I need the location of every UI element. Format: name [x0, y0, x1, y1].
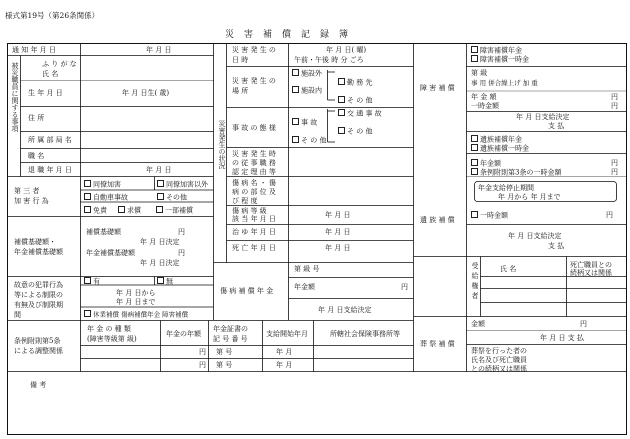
- third-party-label-2: 加 害 行 為: [14, 197, 49, 205]
- opt-traffic-label: 交 通 事 故: [347, 109, 382, 118]
- opt-non-colleague-label: 同僚加害以外: [166, 180, 208, 189]
- funeral-pay-date: 年 月 日 支 払: [540, 334, 584, 342]
- crime-label: 故意の犯罪行為: [14, 281, 63, 289]
- injury-pension-yen: 円: [401, 283, 408, 291]
- form-number: 様式第19号（第26条関係）: [5, 11, 100, 20]
- dob-value: 年 月 日生( 歳): [122, 89, 170, 97]
- dis-grade: 第 級: [471, 69, 488, 77]
- form-title: 災害補償記録簿: [225, 30, 359, 40]
- opt-inside[interactable]: [292, 86, 322, 96]
- grade-label-2: 該 当 年 月 日: [232, 215, 276, 223]
- opt-non-colleague[interactable]: [157, 180, 208, 190]
- no-1: 第 号: [216, 348, 233, 356]
- opt-dis-lump[interactable]: [471, 55, 529, 65]
- pension-grade-label: (障害等級第 級): [87, 335, 137, 343]
- opt-inside-label: 施設内: [301, 86, 322, 95]
- survivor-label: 遺 族 補 償: [420, 216, 455, 224]
- yen-2: 円: [199, 361, 206, 369]
- opt-cause-other-label: そ の 他: [301, 136, 327, 145]
- opt-sv-attach-label: 条例附則第3条の一時金額: [480, 168, 562, 177]
- death-label: 死 亡 年 月 日: [232, 244, 276, 252]
- crime-label-2: 等による制限の: [14, 291, 63, 299]
- checkbox-icon: [338, 96, 345, 103]
- checkbox-icon: [338, 127, 345, 134]
- checkbox-icon: [471, 159, 478, 166]
- disability-label: 障 害 補 償: [420, 84, 455, 92]
- crime-opts[interactable]: [84, 310, 188, 320]
- opt-accident-label: 事 故: [301, 118, 318, 127]
- checkbox-icon: [338, 109, 345, 116]
- sv-amt-yen: 円: [611, 159, 618, 167]
- grade-label: 傷 病 等 級: [232, 207, 267, 215]
- pension-annual-label: 年金の年額: [166, 330, 201, 338]
- datetime-value: 年 月 日( 曜): [326, 46, 367, 54]
- sv-period-value: 年 月から 年 月まで: [498, 193, 561, 201]
- opt-accident-other[interactable]: [338, 127, 372, 137]
- opt-place-other[interactable]: [338, 96, 372, 106]
- checkbox-icon: [292, 86, 299, 93]
- notice-date-value: 年 月 日: [146, 46, 172, 54]
- opt-has[interactable]: [84, 277, 100, 287]
- recipient-name-label: 氏 名: [500, 265, 517, 273]
- base-b-label: 年金補償基礎額: [86, 249, 135, 257]
- opt-sv-pension-label: 遺族補償年金: [480, 135, 522, 144]
- checkbox-icon: [471, 46, 478, 53]
- base-a-label: 補償基礎額: [86, 228, 121, 236]
- ym-2: 年 月: [276, 361, 293, 369]
- opt-dis-lump-label: 障害補償一時金: [480, 55, 529, 64]
- funeral-who-label-3: との続柄又は関係: [471, 365, 527, 373]
- opt-partial[interactable]: [156, 206, 193, 216]
- opt-accident-other-label: そ の 他: [347, 127, 373, 136]
- opt-outside[interactable]: [292, 69, 322, 79]
- office-label: 所轄社会保険事務所等: [330, 330, 400, 338]
- checkbox-icon: [471, 144, 478, 151]
- opt-sv-attach[interactable]: [471, 168, 561, 178]
- address-label: 住 所: [28, 114, 45, 122]
- dis-lump-yen: 円: [611, 102, 618, 110]
- dis-items: 事 用 併合繰上げ 加 重: [471, 79, 538, 87]
- furigana-label: ふ り が な: [42, 60, 77, 68]
- checkbox-icon: [157, 277, 164, 284]
- pension-no-label: 年金証書の: [213, 325, 248, 333]
- opt-sv-lump-amt-label: 一時金額: [480, 211, 508, 220]
- checkbox-icon: [471, 168, 478, 175]
- opt-workplace[interactable]: [338, 78, 372, 88]
- sv-pay-label: 支 払: [548, 242, 565, 250]
- opt-partial-label: 一部補償: [165, 206, 193, 215]
- dis-pay-label: 支 払: [548, 122, 565, 130]
- remarks-label: 備 考: [30, 381, 47, 389]
- checkbox-icon: [471, 135, 478, 142]
- recipient-label: 受給権者: [471, 262, 479, 302]
- sv-pay-date: 年 月 日支給決定: [508, 232, 562, 240]
- opt-sv-lump[interactable]: [471, 144, 529, 154]
- dob-label: 生 年 月 日: [28, 89, 63, 97]
- reason-label: 災 害 発 生 時: [232, 150, 276, 158]
- checkbox-icon: [84, 310, 91, 317]
- sv-attach-yen: 円: [611, 168, 618, 176]
- opt-accident[interactable]: [292, 118, 317, 128]
- dis-lump-amt: 一時金額: [471, 102, 499, 110]
- injury-label: 傷 病 名 ・ 傷: [232, 179, 276, 187]
- checkbox-icon: [292, 136, 299, 143]
- datetime-label-2: 日 時: [232, 56, 249, 64]
- pension-no-label-2: 記 号 番 号: [213, 335, 248, 343]
- dis-pension-yen: 円: [611, 93, 618, 101]
- crime-label-4: 間: [14, 311, 21, 319]
- checkbox-icon: [84, 277, 91, 284]
- opt-has-label: 有: [93, 277, 100, 286]
- opt-colleague[interactable]: [84, 180, 121, 190]
- yen-1: 円: [199, 348, 206, 356]
- funeral-who-label: 葬祭を行った者の: [471, 347, 527, 355]
- sv-period-label: 年金支給停止期間: [478, 184, 534, 192]
- dept-label: 所 属 部 局 名: [28, 136, 72, 144]
- retire-value: 年 月 日: [146, 166, 172, 174]
- base-amount-label-2: 年金補償基礎額: [14, 248, 63, 256]
- opt-other[interactable]: [157, 193, 187, 203]
- adjust-label: 条例附則第5条: [14, 337, 61, 345]
- opt-workplace-label: 勤 務 先: [347, 78, 373, 87]
- opt-colleague-label: 同僚加害: [93, 180, 121, 189]
- dis-pay-date: 年 月 日支給決定: [516, 113, 570, 121]
- opt-place-other-label: そ の 他: [347, 96, 373, 105]
- base-b-date: 年 月 日決定: [140, 259, 180, 267]
- no-2: 第 号: [216, 361, 233, 369]
- base-amount-label: 補償基礎額・: [14, 238, 56, 246]
- place-label-2: 場 所: [232, 87, 249, 95]
- injury-label-2: 病 の 部 位 及: [232, 188, 276, 196]
- base-b-unit: 円: [178, 249, 185, 257]
- base-a-unit: 円: [178, 228, 185, 236]
- opt-dis-pension-label: 障害補償年金: [480, 46, 522, 55]
- opt-traffic[interactable]: [338, 109, 382, 119]
- injury-pension-label: 傷 病 補 償 年 金: [220, 287, 274, 295]
- reason-label-2: の 従 事 職 務: [232, 159, 276, 167]
- datetime-value-2: 午前・午後 時 分 ごろ: [294, 56, 364, 64]
- funeral-amount-label: 金額: [471, 320, 485, 328]
- ym-1: 年 月: [276, 348, 293, 356]
- injury-pension-amount: 年金額: [294, 283, 315, 291]
- pension-type-label: 年 金 の 種 類: [87, 325, 131, 333]
- recipient-relation-label-2: 続柄又は関係: [570, 269, 612, 277]
- adjust-label-2: による調整関係: [14, 347, 63, 355]
- name-label: 氏 名: [42, 70, 59, 78]
- third-party-label: 第 三 者: [14, 187, 40, 195]
- grade-date: 年 月 日: [325, 211, 351, 219]
- injury-label-3: び 程 度: [232, 197, 258, 205]
- injury-grade: 第 級 号: [294, 265, 320, 273]
- heal-date: 年 月 日: [325, 228, 351, 236]
- checkbox-icon: [84, 180, 91, 187]
- checkbox-icon: [84, 206, 91, 213]
- opt-car-accident[interactable]: [84, 193, 128, 203]
- opt-sv-lump-amt[interactable]: [471, 211, 508, 221]
- checkbox-icon: [338, 78, 345, 85]
- status-section-label: 災害発生の状況: [218, 120, 226, 169]
- sv-lump-yen: 円: [606, 211, 613, 219]
- victim-section-label: 被災職員に関する事項: [11, 62, 19, 132]
- checkbox-icon: [471, 55, 478, 62]
- period-from: 年 月 日から: [116, 289, 156, 297]
- place-label: 災 害 発 生 の: [232, 77, 276, 85]
- opt-sv-lump-label: 遺族補償一時金: [480, 144, 529, 153]
- opt-sv-amt-label: 年金額: [480, 159, 501, 168]
- checkbox-icon: [157, 193, 164, 200]
- recipient-relation-label: 死亡職員との: [570, 261, 612, 269]
- death-date: 年 月 日: [325, 244, 351, 252]
- base-a-date: 年 月 日決定: [140, 238, 180, 246]
- opt-other-label: その他: [166, 193, 187, 202]
- opt-car-accident-label: 自動車事故: [93, 193, 128, 202]
- checkbox-icon: [118, 206, 125, 213]
- post-label: 職 名: [28, 152, 45, 160]
- checkbox-icon: [84, 193, 91, 200]
- opt-claim-label: 求償: [127, 206, 141, 215]
- opt-none-label: 無: [166, 277, 173, 286]
- opt-none[interactable]: [157, 277, 173, 287]
- opt-claim[interactable]: [118, 206, 141, 216]
- datetime-label: 災 害 発 生 の: [232, 46, 276, 54]
- checkbox-icon: [471, 211, 478, 218]
- injury-pay-date: 年 月 日支給決定: [318, 306, 372, 314]
- period-to: 年 月 日まで: [116, 298, 156, 306]
- funeral-label: 葬 祭 補 償: [420, 340, 455, 348]
- checkbox-icon: [292, 69, 299, 76]
- heal-label: 治 ゆ 年 月 日: [232, 228, 276, 236]
- opt-exempt[interactable]: [84, 206, 107, 216]
- opt-cause-other[interactable]: [292, 136, 326, 146]
- checkbox-icon: [157, 180, 164, 187]
- cause-label: 事 故 の 態 様: [232, 124, 276, 132]
- funeral-yen: 円: [580, 320, 587, 328]
- funeral-who-label-2: 氏名及び死亡職員: [471, 356, 527, 364]
- crime-opts-label: 休業補償 傷病補償年金 障害補償: [93, 310, 189, 319]
- pay-start-label: 支給開始年月: [266, 330, 308, 338]
- dis-pension-amt: 年 金 額: [471, 93, 497, 101]
- notice-date-label: 通 知 年 月 日: [12, 46, 56, 54]
- retire-label: 退 職 年 月 日: [28, 166, 72, 174]
- checkbox-icon: [156, 206, 163, 213]
- reason-label-3: 認 定 理 由 等: [232, 168, 276, 176]
- checkbox-icon: [292, 118, 299, 125]
- opt-outside-label: 施設外: [301, 69, 322, 78]
- opt-exempt-label: 免責: [93, 206, 107, 215]
- crime-label-3: 有無及び制限期: [14, 301, 63, 309]
